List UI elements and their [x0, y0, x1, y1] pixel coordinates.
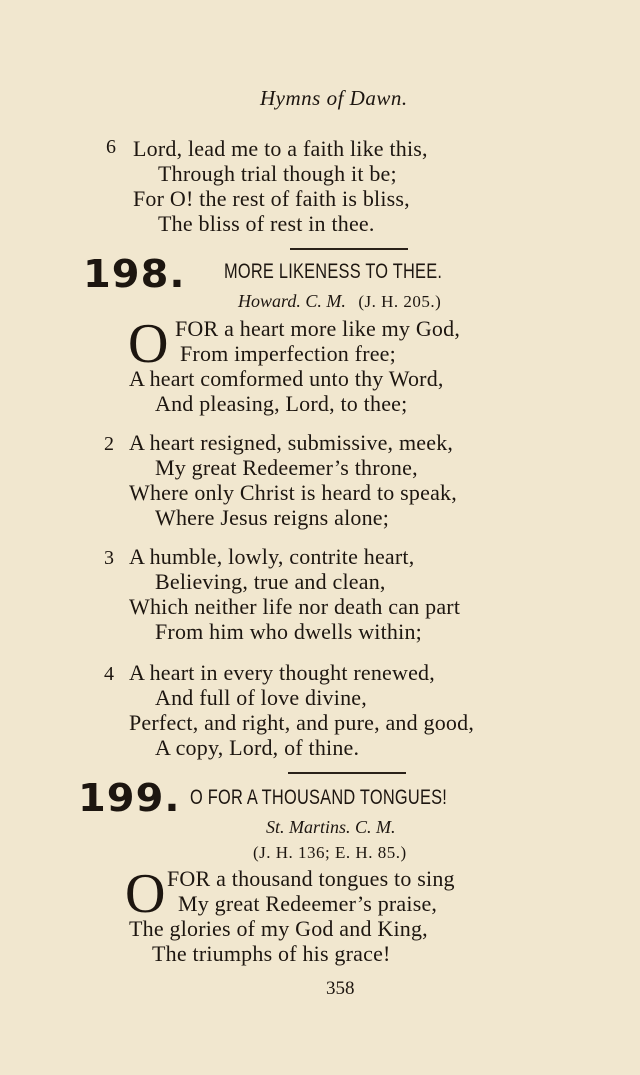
tune-name: Howard. C. M. [238, 291, 346, 311]
verse-line: Where only Christ is heard to speak, [129, 480, 457, 505]
verse-line: A heart resigned, submissive, meek, [129, 430, 454, 455]
verse-line: Through trial though it be; [158, 161, 397, 186]
running-head: Hymns of Dawn. [260, 86, 408, 110]
verse-line: FOR a heart more like my God, [175, 316, 461, 341]
verse-number: 3 [104, 547, 115, 569]
drop-cap: O [128, 313, 169, 375]
divider-rule [288, 772, 406, 774]
verse-line: The bliss of rest in thee. [158, 211, 375, 236]
hymn-title: O FOR A THOUSAND TONGUES! [190, 786, 448, 809]
verse-line: The triumphs of his grace! [152, 941, 391, 966]
hymn-title: MORE LIKENESS TO THEE. [224, 260, 443, 283]
verse-line: Which neither life nor death can part [129, 594, 461, 619]
verse-number: 2 [104, 433, 115, 455]
verse-line: A heart comformed unto thy Word, [129, 366, 444, 391]
verse-line: Believing, true and clean, [155, 569, 386, 594]
divider-rule [290, 248, 408, 250]
hymn-number: 198. [83, 252, 186, 296]
tune-line [238, 291, 441, 312]
verse-line: My great Redeemer’s throne, [155, 455, 418, 480]
verse-line: For O! the rest of faith is bliss, [133, 186, 410, 211]
tune-name: St. Martins. C. M. [266, 817, 396, 837]
tune-reference: (J. H. 136; E. H. 85.) [253, 843, 407, 862]
verse-line: A copy, Lord, of thine. [155, 735, 360, 760]
verse-number: 4 [104, 663, 115, 685]
verse-number: 6 [106, 136, 117, 158]
verse-line: The glories of my God and King, [129, 916, 428, 941]
drop-cap: O [125, 863, 166, 925]
verse-line: And full of love divine, [155, 685, 367, 710]
verse-line: From imperfection free; [180, 341, 396, 366]
verse-line: From him who dwells within; [155, 619, 422, 644]
verse-line: Lord, lead me to a faith like this, [133, 136, 428, 161]
page-number: 358 [326, 978, 355, 999]
verse-line: My great Redeemer’s praise, [178, 891, 438, 916]
hymn-number: 199. [78, 776, 181, 820]
verse-line: A humble, lowly, contrite heart, [129, 544, 415, 569]
verse-line: FOR a thousand tongues to sing [167, 866, 455, 891]
verse-line: A heart in every thought renewed, [129, 660, 435, 685]
verse-line: And pleasing, Lord, to thee; [155, 391, 408, 416]
verse-line: Perfect, and right, and pure, and good, [129, 710, 475, 735]
verse-line: Where Jesus reigns alone; [155, 505, 390, 530]
tune-reference: (J. H. 205.) [358, 292, 442, 311]
